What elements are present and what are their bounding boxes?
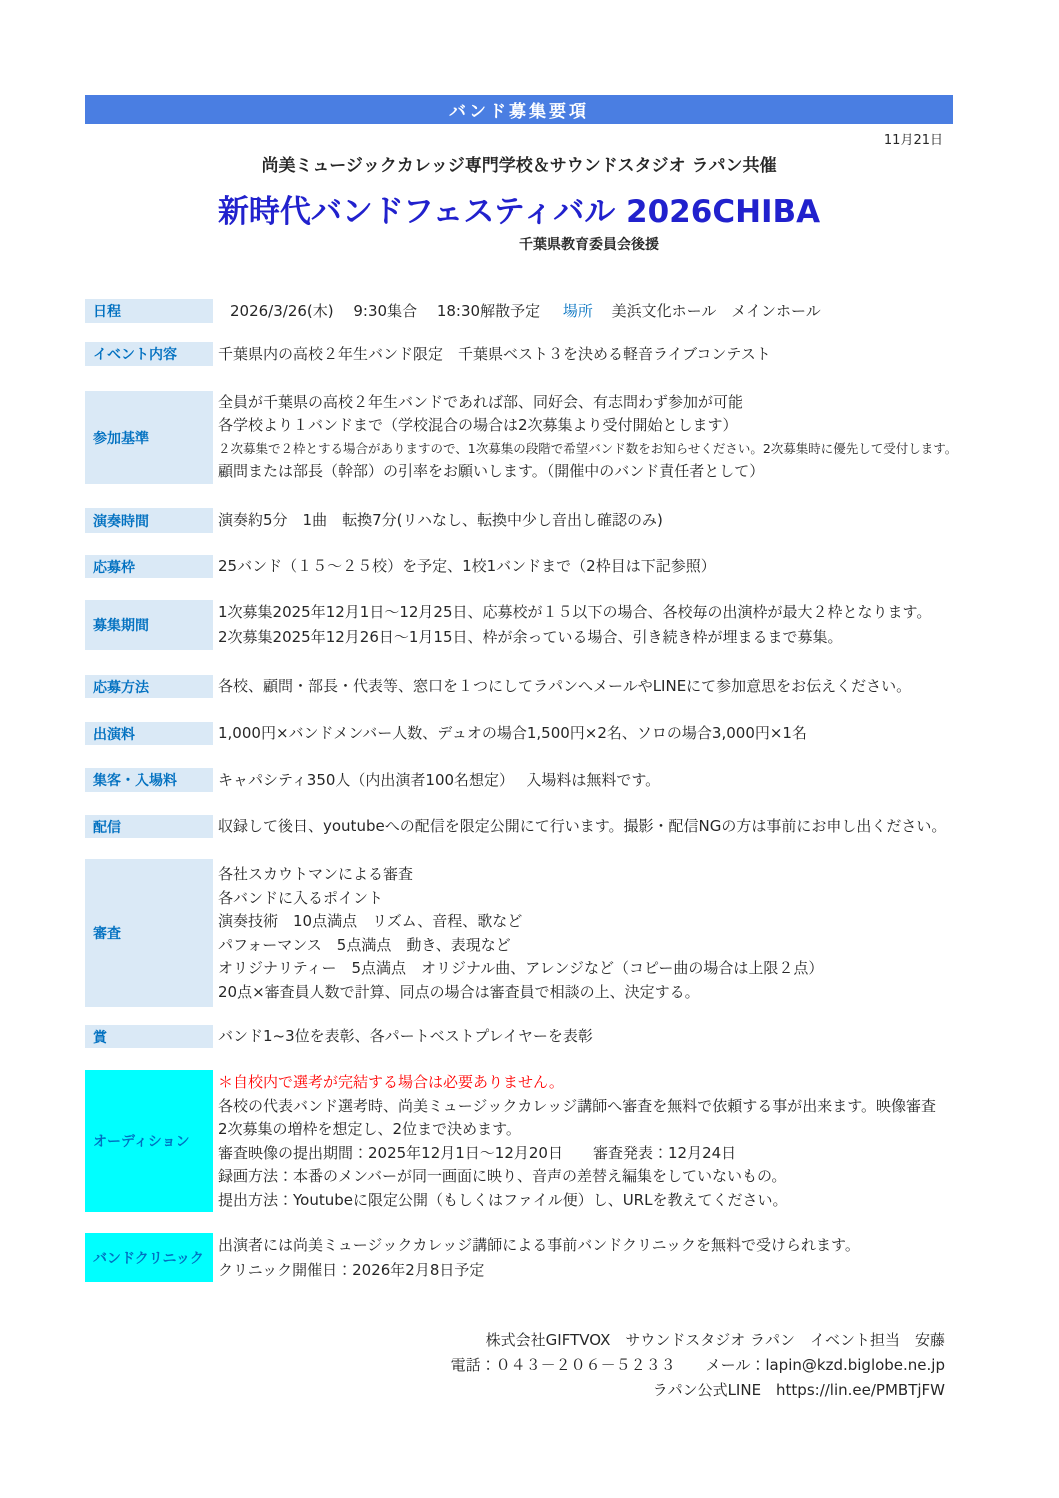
judging-line: パフォーマンス 5点満点 動き、表現など: [218, 935, 511, 954]
schedule-datetime: 2026/3/26(木) 9:30集合 18:30解散予定: [230, 302, 541, 320]
row-prize-label: 賞: [85, 1025, 213, 1048]
row-judging: [85, 859, 953, 1007]
performance-fee-line: 1,000円×バンドメンバー人数、デュオの場合1,500円×2名、ソロの場合3,000円×1名: [218, 724, 807, 742]
festival-title: 新時代バンドフェスティバル 2026CHIBA: [217, 194, 821, 230]
criteria-line: 顧問または部長（幹部）の引率をお願いします。（開催中のバンド責任者として）: [218, 462, 765, 480]
row-audition-label: オーディション: [85, 1070, 213, 1212]
audition-line: 録画方法：本番のメンバーが同一画面に映り、音声の差替え編集をしていないもの。: [218, 1167, 787, 1185]
co-host-subtitle: 尚美ミュージックカレッジ専門学校＆サウンドスタジオ ラパン共催: [261, 156, 777, 176]
row-event-content-label: イベント内容: [85, 342, 213, 366]
row-event-content: [85, 342, 953, 366]
schedule-line: [218, 299, 953, 323]
support-credit: 千葉県教育委員会後援: [519, 237, 659, 253]
recruitment-period-line: 1次募集2025年12月1日～12月25日、応募校が１５以下の場合、各校毎の出演枠が最大２枠となります。: [218, 603, 932, 621]
footer-contact: [85, 1328, 953, 1403]
criteria-line: 全員が千葉県の高校２年生バンドであれば部、同好会、有志問わず参加が可能: [218, 393, 744, 411]
audition-line: 審査映像の提出期間：2025年12月1日～12月20日 審査発表：12月24日: [218, 1143, 737, 1162]
audition-line: 各校の代表バンド選考時、尚美ミュージックカレッジ講師へ審査を無料で依頼する事が出来ます。映像審査: [218, 1096, 937, 1115]
row-recruitment-period: [85, 600, 953, 650]
row-application-slots: [85, 555, 953, 578]
footer-line-url: ラパン公式LINE https://lin.ee/PMBTjFW: [652, 1381, 945, 1399]
row-application-method-label: 応募方法: [85, 675, 213, 698]
row-schedule: [85, 299, 953, 323]
application-slots-line: 25バンド（１５～２５校）を予定、1校1バンドまで（2枠目は下記参照）: [218, 557, 716, 575]
row-application-slots-label: 応募枠: [85, 555, 213, 578]
row-participation-criteria: [85, 391, 958, 484]
recruitment-period-line: 2次募集2025年12月26日～1月15日、枠が余っている場合、引き続き枠が埋まるまで募集。: [218, 628, 843, 646]
row-schedule-label: 日程: [85, 299, 213, 323]
row-streaming: [85, 815, 953, 838]
place-inline-label: 場所: [562, 302, 593, 320]
row-band-clinic-label: バンドクリニック: [85, 1233, 213, 1282]
band-clinic-line: 出演者には尚美ミュージックカレッジ講師による事前バンドクリニックを無料で受けられます。: [218, 1236, 860, 1254]
criteria-line: 各学校より１バンドまで（学校混合の場合は2次募集より受付開始とします）: [218, 416, 738, 434]
criteria-note-line: ２次募集で２枠とする場合がありますので、1次募集の段階で希望バンド数をお知らせください。2次募集時に優先して受付します。: [218, 441, 958, 456]
row-recruitment-period-label: 募集期間: [85, 600, 213, 650]
judging-line: オリジナリティー 5点満点 オリジナル曲、アレンジなど（コピー曲の場合は上限２点）: [218, 959, 824, 977]
schedule-venue: 美浜文化ホール メインホール: [611, 302, 821, 320]
row-application-method: [85, 675, 953, 698]
row-capacity-admission: [85, 768, 953, 792]
row-participation-criteria-label: 参加基準: [85, 391, 213, 484]
band-clinic-line: クリニック開催日：2026年2月8日予定: [218, 1260, 485, 1279]
row-band-clinic: [85, 1233, 953, 1282]
judging-line: 各バンドに入るポイント: [218, 888, 384, 907]
footer-company: 株式会社GIFTVOX サウンドスタジオ ラパン イベント担当 安藤: [485, 1331, 945, 1349]
row-performance-fee: [85, 722, 953, 745]
row-prize: [85, 1025, 953, 1048]
row-capacity-admission-label: 集客・入場料: [85, 768, 213, 792]
document-date: 11月21日: [883, 133, 943, 148]
performance-time-line: 演奏約5分 1曲 転換7分(リハなし、転換中少し音出し確認のみ): [218, 511, 663, 529]
judging-line: 演奏技術 10点満点 リズム、音程、歌など: [218, 912, 523, 930]
banner-title: バンド募集要項: [85, 95, 953, 124]
footer-phone-mail: 電話：０４３－２０６－５２３３ メール：lapin@kzd.biglobe.ne.jp: [450, 1356, 945, 1374]
audition-alert-line: ＊自校内で選考が完結する場合は必要ありません。: [218, 1073, 564, 1091]
judging-line: 20点×審査員人数で計算、同点の場合は審査員で相談の上、決定する。: [218, 982, 700, 1001]
audition-line: 提出方法：Youtubeに限定公開（もしくはファイル便）し、URLを教えてください。: [218, 1190, 788, 1209]
row-streaming-label: 配信: [85, 815, 213, 838]
row-performance-time-label: 演奏時間: [85, 508, 213, 533]
prize-line: バンド1~3位を表彰、各パートベストプレイヤーを表彰: [218, 1027, 593, 1045]
audition-line: 2次募集の増枠を想定し、2位まで決めます。: [218, 1120, 521, 1138]
event-content-line: 千葉県内の高校２年生バンド限定 千葉県ベスト３を決める軽音ライブコンテスト: [218, 345, 771, 363]
row-audition: [85, 1070, 953, 1212]
capacity-admission-line: キャパシティ350人（内出演者100名想定） 入場料は無料です。: [218, 771, 661, 789]
row-judging-label: 審査: [85, 859, 213, 1007]
application-method-line: 各校、顧問・部長・代表等、窓口を１つにしてラパンへメールやLINEにて参加意思をお伝えください。: [218, 677, 912, 695]
judging-line: 各社スカウトマンによる審査: [218, 865, 414, 883]
row-performance-fee-label: 出演料: [85, 722, 213, 745]
streaming-line: 収録して後日、youtubeへの配信を限定公開にて行います。撮影・配信NGの方は事前にお申し出ください。: [218, 817, 947, 835]
row-performance-time: [85, 508, 953, 533]
